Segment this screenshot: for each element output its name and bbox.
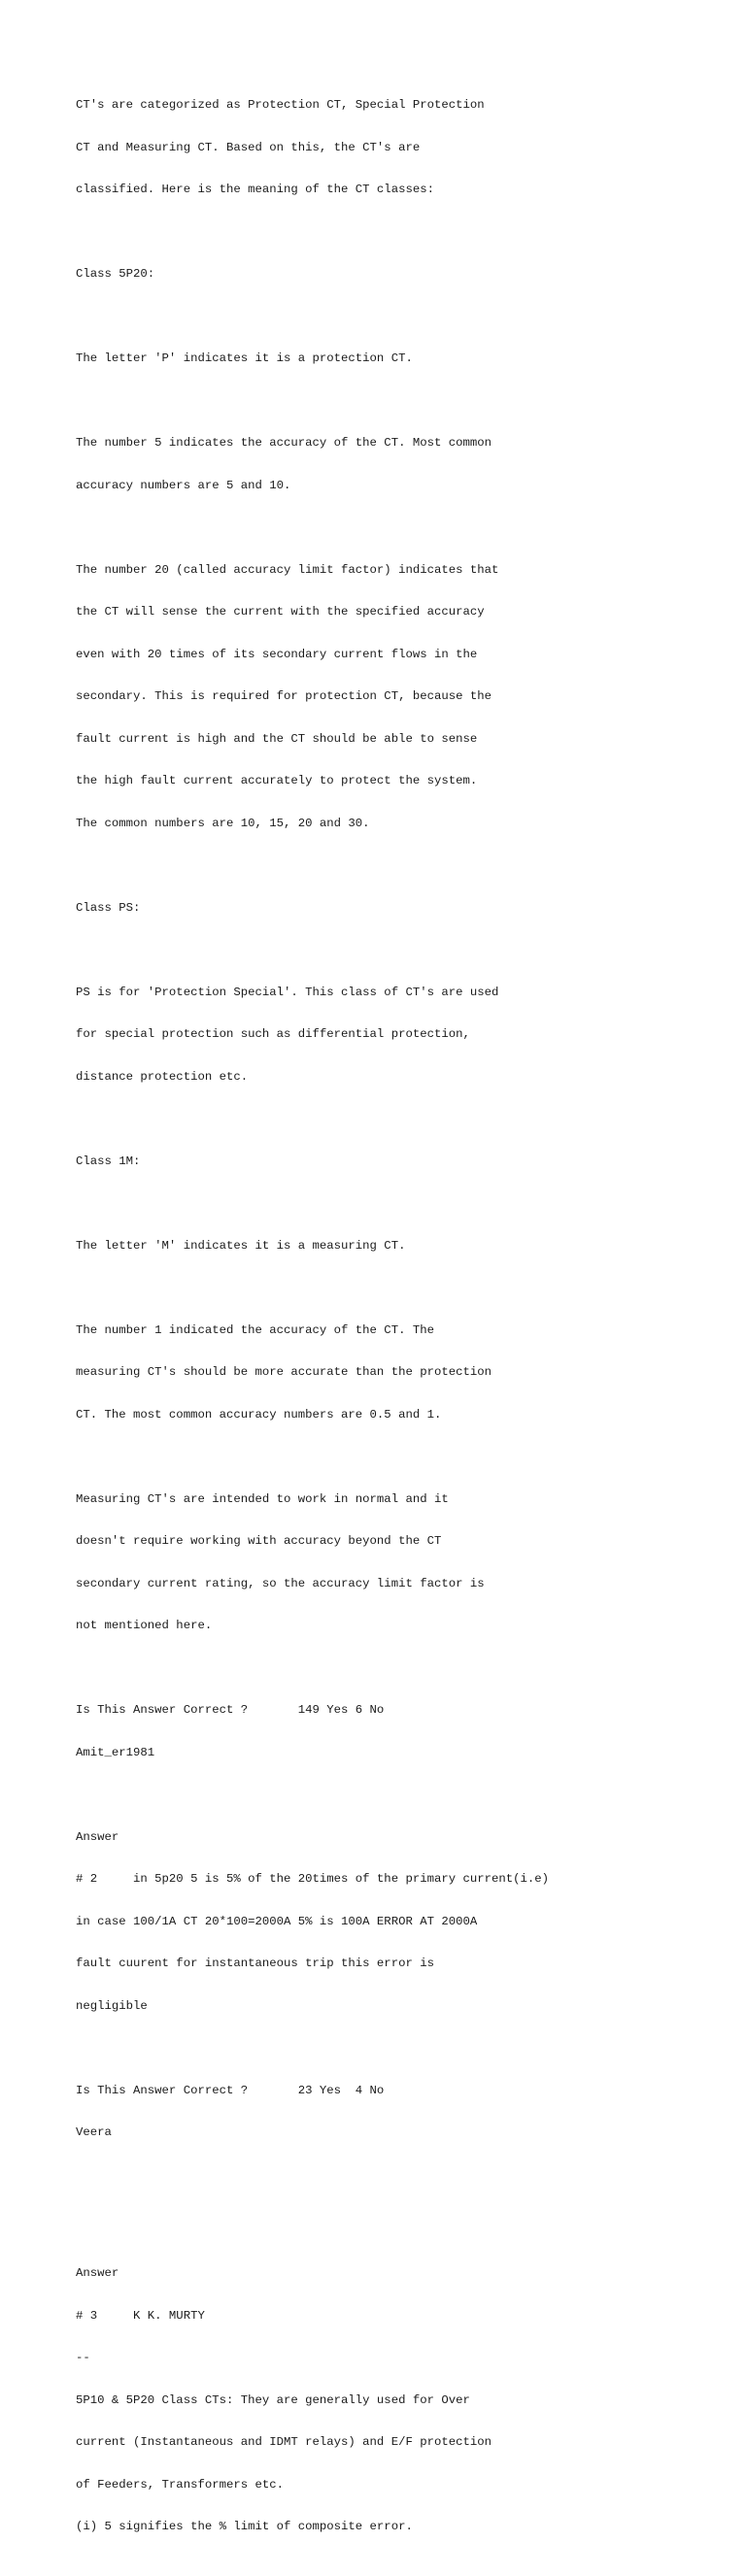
text-line: doesn't require working with accuracy beyond the CT [76,1534,442,1548]
text-line: distance protection etc. [76,1069,249,1084]
text-line: current (Instantaneous and IDMT relays) and E/F protection [76,2435,492,2449]
text-line: CT and Measuring CT. Based on this, the CT's are [76,140,421,154]
number5-paragraph [76,408,717,520]
vote-line: Is This Answer Correct ? 23 Yes 4 No [76,2083,385,2097]
spacer [76,2182,717,2238]
text-line: 5P10 & 5P20 Class CTs: They are generally used for Over [76,2392,470,2407]
answer2 [76,1802,717,2042]
text-line: fault cuurent for instantaneous trip this error is [76,1957,434,1970]
text-line: The letter 'P' indicates it is a protection CT. [76,351,413,365]
heading-text: Class 5P20: [76,267,155,281]
text-line: secondary current rating, so the accuracy limit factor is [76,1576,485,1590]
number20-paragraph [76,535,717,859]
text-line: the CT will sense the current with the specified accuracy [76,605,485,619]
text-line: negligible [76,1998,148,2013]
text-line: CT. The most common accuracy numbers are 0.5 and 1. [76,1407,442,1422]
separator: -- [76,2351,90,2364]
text-line: (i) 5 signifies the % limit of composite error. [76,2520,413,2533]
text-line: CT's are categorized as Protection CT, Special Protection [76,98,485,112]
class-5p20-heading [76,239,717,310]
text-line: accuracy numbers are 5 and 10. [76,478,291,492]
class-1m-heading [76,1126,717,1197]
text-line: for special protection such as differential protection, [76,1027,470,1041]
author-name: Veera [76,2125,112,2139]
text-line: The number 20 (called accuracy limit factor) indicates that [76,562,499,577]
p-letter-paragraph [76,323,717,394]
text-line: The common numbers are 10, 15, 20 and 30. [76,816,370,830]
text-line: not mentioned here. [76,1619,213,1632]
answer3 [76,2238,717,2562]
text-line: the high fault current accurately to protect the system. [76,774,478,787]
text-line: PS is for 'Protection Special'. This class of CT's are used [76,985,499,999]
text-line: secondary. This is required for protection CT, because the [76,689,492,703]
number1-paragraph [76,1295,717,1451]
answer-label: Answer [76,1829,119,1844]
text-line: even with 20 times of its secondary current flows in the [76,647,478,661]
intro-paragraph [76,70,717,225]
text-line: # 2 in 5p20 5 is 5% of the 20times of the primary current(i.e) [76,1872,550,1886]
vote-line: Is This Answer Correct ? 149 Yes 6 No [76,1703,385,1717]
text-line: in case 100/1A CT 20*100=2000A 5% is 100A ERROR AT 2000A [76,1914,478,1928]
class-ps-heading [76,873,717,944]
answer-label: Answer [76,2266,119,2280]
answer1-vote [76,1675,717,1788]
heading-text: Class PS: [76,900,141,915]
document-body [76,70,717,2576]
heading-text: Class 1M: [76,1154,141,1168]
text-line: The letter 'M' indicates it is a measuring CT. [76,1238,406,1253]
measuring-paragraph [76,1464,717,1661]
author-name: Amit_er1981 [76,1745,155,1759]
answer2-vote [76,2056,717,2168]
answer-number-line: # 3 K K. MURTY [76,2308,205,2323]
text-line: fault current is high and the CT should be able to sense [76,731,478,746]
text-line: classified. Here is the meaning of the CT classes: [76,183,434,196]
m-letter-paragraph [76,1211,717,1282]
ps-paragraph [76,957,717,1113]
text-line: measuring CT's should be more accurate than the protection [76,1365,492,1379]
text-line: The number 5 indicates the accuracy of the CT. Most common [76,436,492,450]
text-line: Measuring CT's are intended to work in normal and it [76,1491,449,1506]
text-line: The number 1 indicated the accuracy of the CT. The [76,1322,434,1337]
text-line: of Feeders, Transformers etc. [76,2477,285,2492]
